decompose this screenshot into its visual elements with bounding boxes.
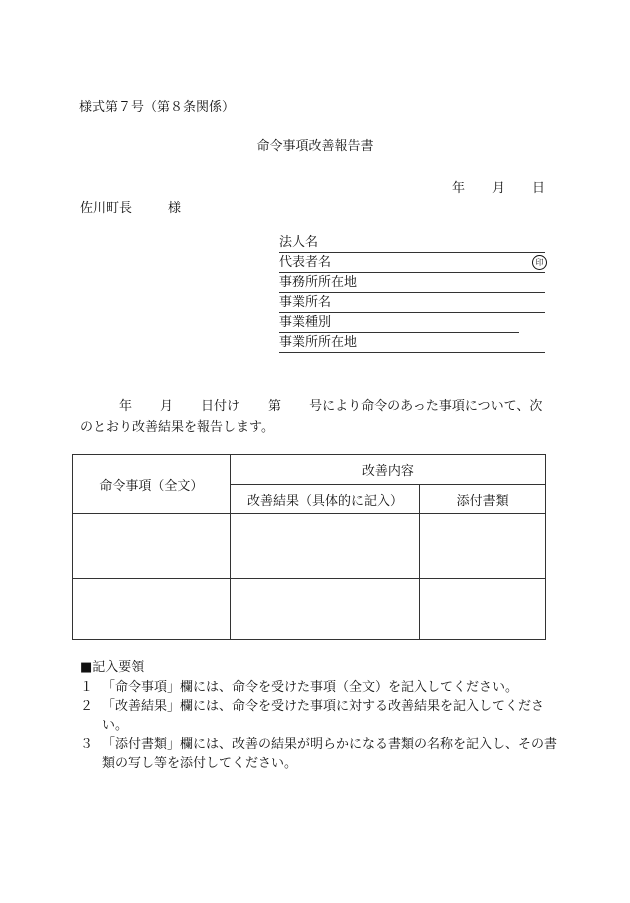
improvement-table	[72, 454, 546, 640]
seal-mark: 印	[532, 255, 547, 270]
attachments-header: 添付書類	[420, 485, 546, 514]
body-text: 号により命令のあった事項について、次のとおり改善結果を報告します。	[80, 399, 543, 435]
representative-name-field[interactable]	[279, 254, 545, 273]
instruction-number: ３	[80, 737, 94, 752]
office-address-label: 事務所所在地	[279, 275, 358, 290]
business-address-field[interactable]	[279, 334, 545, 353]
addressee-name: 佐川町長	[80, 201, 133, 216]
business-name-field[interactable]	[279, 294, 545, 313]
instructions-heading: ■記入要領	[80, 660, 145, 675]
business-type-label: 事業種別	[279, 315, 332, 330]
corporation-name-label: 法人名	[279, 235, 319, 250]
order-items-header: 命令事項（全文）	[73, 455, 231, 514]
date-line	[452, 177, 545, 196]
instruction-item	[80, 735, 560, 773]
office-address-field[interactable]	[279, 274, 545, 293]
improvement-result-cell[interactable]	[230, 579, 420, 640]
body-dai: 第	[268, 399, 282, 414]
instruction-text: 「添付書類」欄には、改善の結果が明らかになる書類の名称を記入し、その書類の写し等を添付してください。	[102, 737, 558, 771]
improvement-content-header: 改善内容	[230, 455, 545, 485]
date-year-label: 年	[452, 181, 466, 196]
instruction-number: ２	[80, 699, 94, 714]
body-dated: 日付け	[201, 399, 241, 414]
instruction-text: 「改善結果」欄には、命令を受けた事項に対する改善結果を記入してください。	[102, 699, 545, 733]
instruction-text: 「命令事項」欄には、命令を受けた事項（全文）を記入してください。	[102, 680, 519, 695]
body-year: 年	[119, 399, 133, 414]
date-month-label: 月	[492, 181, 506, 196]
report-body-text	[80, 396, 555, 438]
form-number: 様式第７号（第８条関係）	[79, 100, 236, 115]
business-address-label: 事業所所在地	[279, 335, 358, 350]
improvement-result-header: 改善結果（具体的に記入）	[230, 485, 420, 514]
business-type-field[interactable]	[279, 314, 519, 333]
attachments-cell[interactable]	[420, 514, 546, 579]
instruction-item	[80, 697, 560, 735]
instructions-section	[80, 658, 560, 773]
order-items-cell[interactable]	[73, 579, 231, 640]
improvement-result-cell[interactable]	[230, 514, 420, 579]
business-name-label: 事業所名	[279, 295, 332, 310]
addressee-honorific: 様	[168, 201, 182, 216]
representative-name-label: 代表者名	[279, 255, 332, 270]
addressee	[80, 197, 181, 216]
instruction-number: １	[80, 680, 94, 695]
attachments-cell[interactable]	[420, 579, 546, 640]
order-items-cell[interactable]	[73, 514, 231, 579]
date-day-label: 日	[532, 181, 546, 196]
document-title: 命令事項改善報告書	[256, 139, 374, 154]
body-month: 月	[160, 399, 174, 414]
corporation-name-field[interactable]	[279, 234, 545, 253]
instruction-item	[80, 678, 560, 697]
